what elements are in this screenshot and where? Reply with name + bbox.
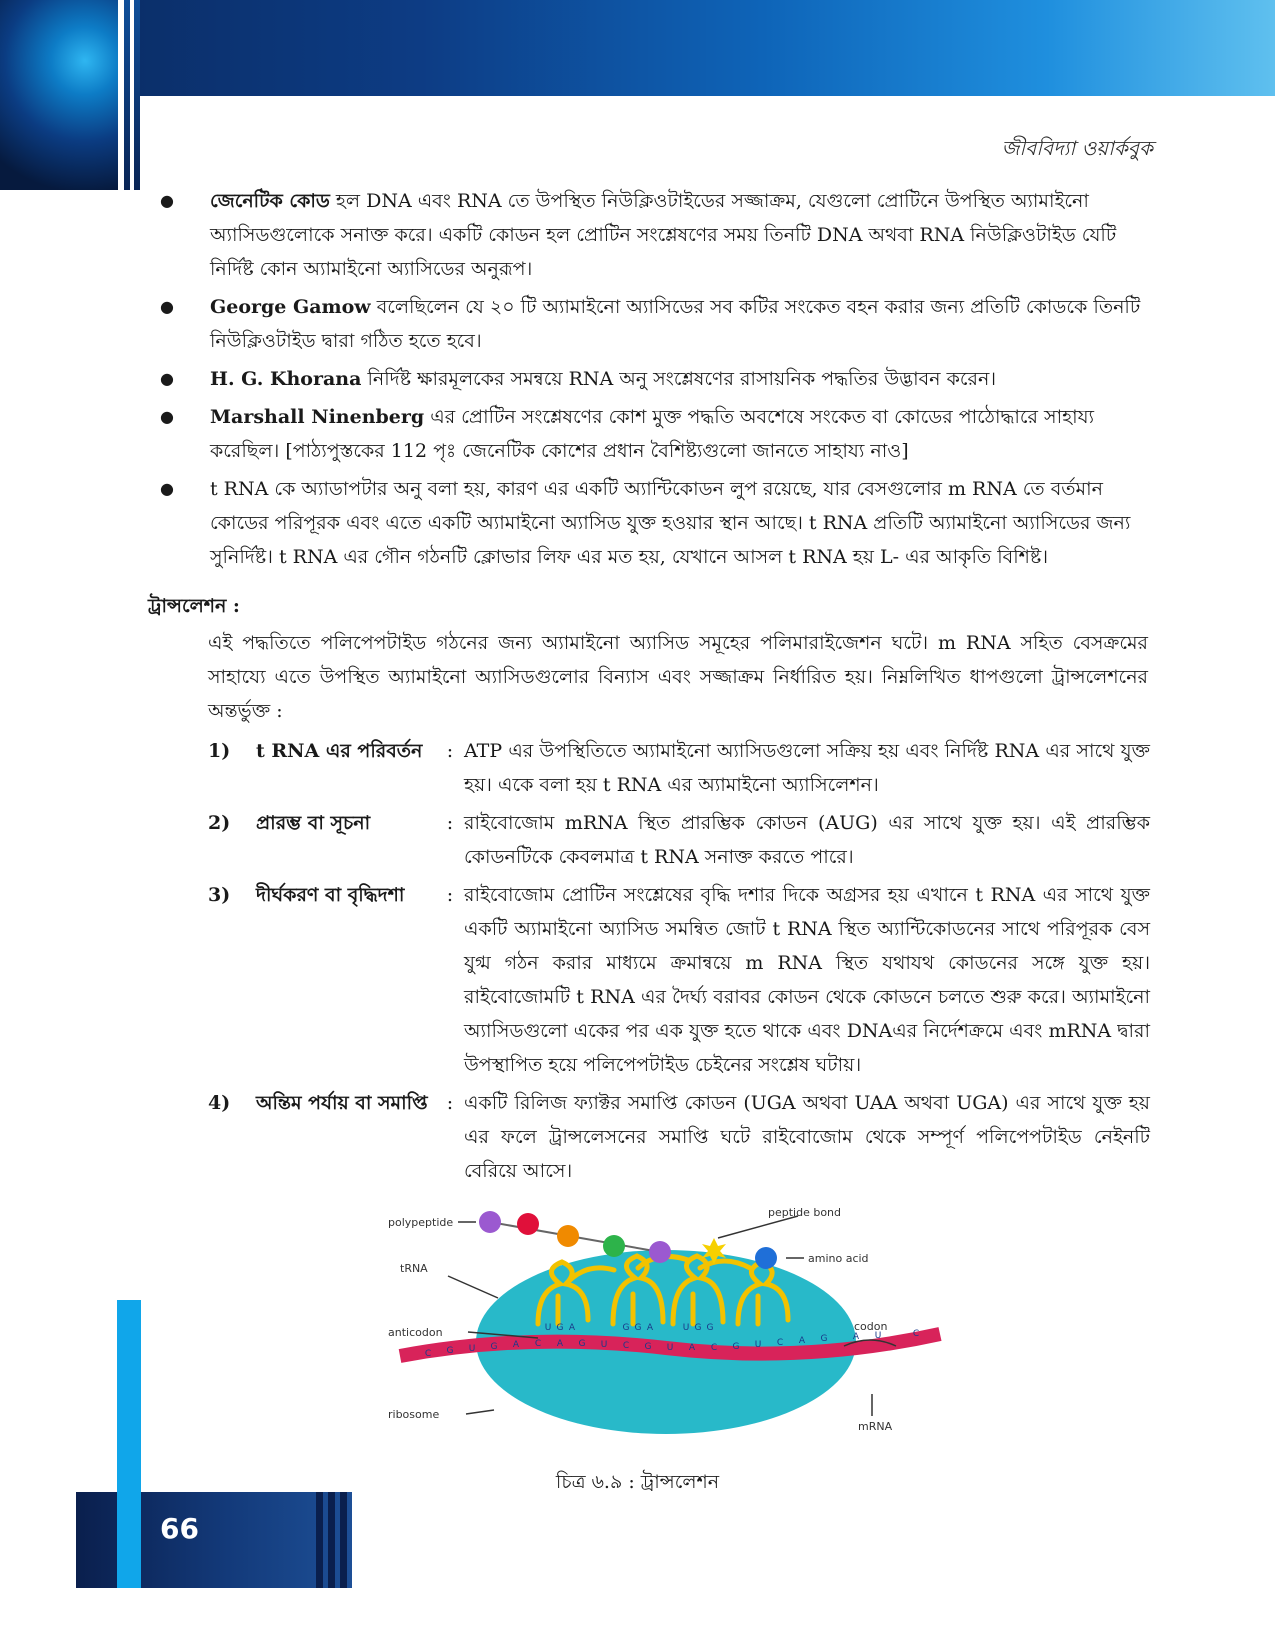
- header-corner-graphic: [0, 0, 118, 190]
- anticodon-base: G: [556, 1323, 564, 1333]
- figure-caption: চিত্র ৬.৯ : ট্রান্সলেশন: [555, 1471, 720, 1493]
- step-text: ATP এর উপস্থিতিতে অ্যামাইনো অ্যাসিডগুলো সক্রিয় হয় এবং নির্দিষ্ট RNA এর সাথে যুক্ত হয়। একে বলা হয় t RNA এর অ্যামাইনো অ্যাসিলেশন।: [464, 740, 1150, 796]
- chain-bead: [479, 1211, 501, 1233]
- step-colon: :: [446, 884, 454, 906]
- step-number: 3): [208, 884, 231, 906]
- bullet-item: [160, 472, 1150, 574]
- chain-bead: [557, 1225, 579, 1247]
- footer-stripe: [316, 1492, 323, 1588]
- mrna-base: G: [644, 1342, 652, 1352]
- mrna-base: G: [732, 1342, 740, 1352]
- amino-acid-bead: [755, 1247, 777, 1269]
- mrna-base: G: [446, 1346, 454, 1356]
- header-stripe: [134, 0, 140, 190]
- step-item: [208, 1086, 1150, 1188]
- step-colon: :: [446, 812, 454, 834]
- bullet-text: বলেছিলেন যে ২০ টি অ্যামাইনো অ্যাসিডের সব কটির সংকেত বহন করার জন্য প্রতিটি কোডকে তিনটি নিউক্লিওটাইড দ্বারা গঠিত হতে হবে।: [210, 296, 1141, 352]
- anticodon-base: A: [568, 1323, 576, 1333]
- mrna-base: A: [512, 1340, 520, 1350]
- label-codon: codon: [854, 1320, 888, 1333]
- step-label: দীর্ঘকরণ বা বৃদ্ধিদশা: [256, 884, 405, 906]
- mrna-base: C: [534, 1339, 542, 1349]
- label-anticodon: anticodon: [388, 1326, 443, 1339]
- label-mrna: mRNA: [858, 1420, 893, 1433]
- step-label: অন্তিম পর্যায় বা সমাপ্তি: [256, 1092, 428, 1114]
- chain-bead: [517, 1213, 539, 1235]
- steps-list: [208, 734, 1150, 1192]
- step-text: রাইবোজোম প্রোটিন সংশ্লেষের বৃদ্ধি দশার দিকে অগ্রসর হয় এখানে t RNA এর সাথে যুক্ত একটি অ্যামাইনো অ্যাসিড সমন্বিত জোট t RNA স্থিত অ্যান্টিকোডনের সাথে পরিপূরক বেস যুগ্ম গঠন করার মাধ্যমে ক্রমান্বয়ে m RNA স্থিত যথাযথ কোডনের সঙ্গে যুক্ত হয়। রাইবোজোমটি t RNA এর দৈর্ঘ্য বরাবর কোডন থেকে কোডনে চলতে শুরু করে। অ্যামাইনো অ্যাসিডগুলো একের পর এক যুক্ত হতে থাকে এবং DNAএর নির্দেশক্রমে এবং mRNA দ্বারা উপস্থাপিত হয়ে পলিপেপটাইড চেইনের সংশ্লেষ ঘটায়।: [464, 884, 1150, 1076]
- chain-bead: [603, 1235, 625, 1257]
- footer-stripe: [340, 1492, 347, 1588]
- step-label: প্রারম্ভ বা সূচনা: [256, 812, 371, 834]
- label-trna: tRNA: [400, 1262, 428, 1275]
- bullet-item: [160, 400, 1150, 468]
- mrna-base: G: [578, 1339, 586, 1349]
- bullet-text: হল DNA এবং RNA তে উপস্থিত নিউক্লিওটাইডের সজ্জাক্রম, যেগুলো প্রোটিনে উপস্থিত অ্যামাইনো অ্যাসিডগুলোকে সনাক্ত করে। একটি কোডন হল প্রোটিন সংশ্লেষণের সময় তিনটি DNA অথবা RNA নিউক্লিওটাইড যেটি নির্দিষ্ট কোন অ্যামাইনো অ্যাসিডের অনুরূপ।: [210, 190, 1117, 280]
- footer-cyan-stripe: [117, 1300, 141, 1588]
- step-item: [208, 806, 1150, 874]
- label-peptide-bond: peptide bond: [768, 1206, 842, 1219]
- step-text: একটি রিলিজ ফ্যাক্টর সমাপ্তি কোডন (UGA অথবা UAA অথবা UGA) এর সাথে যুক্ত হয় এর ফলে ট্রান্সলেসনের সমাপ্তি ঘটে রাইবোজোম থেকে সম্পূর্ণ পলিপেপটাইড নেইনটি বেরিয়ে আসে।: [464, 1092, 1150, 1182]
- mrna-base: G: [820, 1334, 828, 1344]
- mrna-base: A: [556, 1339, 564, 1349]
- mrna-base: A: [852, 1332, 860, 1342]
- step-text: রাইবোজোম mRNA স্থিত প্রারম্ভিক কোডন (AUG) এর সাথে যুক্ত হয়। এই প্রারম্ভিক কোডনটিকে কেবলমাত্র t RNA সনাক্ত করতে পারে।: [464, 812, 1150, 868]
- step-number: 2): [208, 812, 231, 834]
- header-band: [136, 0, 1275, 96]
- step-label: t RNA এর পরিবর্তন: [256, 740, 423, 762]
- mrna-base: U: [600, 1340, 608, 1350]
- footer-stripe: [328, 1492, 335, 1588]
- bullet-item: [160, 184, 1150, 286]
- label-ribosome: ribosome: [388, 1408, 440, 1421]
- anticodon-base: G: [694, 1323, 702, 1333]
- bullet-bold-lead: H. G. Khorana: [210, 368, 362, 390]
- mrna-base: A: [688, 1343, 696, 1353]
- mrna-base: U: [874, 1331, 882, 1341]
- anticodon-base: G: [706, 1323, 714, 1333]
- anticodon-base: U: [544, 1323, 552, 1333]
- section-heading: ট্রান্সলেশন :: [148, 595, 240, 617]
- anticodon-base: A: [646, 1323, 654, 1333]
- mrna-base: C: [912, 1329, 920, 1339]
- step-item: [208, 878, 1150, 1082]
- anticodon-base: G: [622, 1323, 630, 1333]
- label-polypeptide: polypeptide: [388, 1216, 454, 1229]
- bullet-text: এর প্রোটিন সংশ্লেষণের কোশ মুক্ত পদ্ধতি অবশেষে সংকেত বা কোডের পাঠোদ্ধারে সাহায্য করেছিল। [পাঠ্যপুস্তকের 112 পৃঃ জেনেটিক কোশের প্রধান বৈশিষ্ট্যগুলো জানতে সাহায্য নাও]: [210, 406, 1095, 462]
- bullet-text: নির্দিষ্ট ক্ষারমূলকের সমন্বয়ে RNA অনু সংশ্লেষণের রাসায়নিক পদ্ধতির উদ্ভাবন করেন।: [361, 368, 997, 390]
- mrna-base: U: [666, 1343, 674, 1353]
- page-number: 66: [160, 1512, 199, 1545]
- anticodon-base: G: [634, 1323, 642, 1333]
- mrna-base: U: [468, 1344, 476, 1354]
- bullet-item: [160, 362, 1150, 396]
- mrna-base: A: [798, 1336, 806, 1346]
- mrna-base: C: [776, 1338, 784, 1348]
- bullet-list: [160, 184, 1150, 578]
- step-item: [208, 734, 1150, 802]
- bullet-bold-lead: জেনেটিক কোড: [210, 190, 330, 212]
- step-colon: :: [446, 740, 454, 762]
- translation-diagram: [388, 1206, 948, 1452]
- mrna-base: C: [710, 1343, 718, 1353]
- header-stripe: [124, 0, 130, 190]
- section-intro: এই পদ্ধতিতে পলিপেপটাইড গঠনের জন্য অ্যামাইনো অ্যাসিড সমূহের পলিমারাইজেশন ঘটে। m RNA সহিত বেসক্রমের সাহায্যে এতে উপস্থিত অ্যামাইনো অ্যাসিডগুলোর বিন্যাস এবং সজ্জাক্রম নির্ধারিত হয়। নিম্নলিখিত ধাপগুলো ট্রান্সলেশনের অন্তর্ভুক্ত :: [208, 632, 1148, 722]
- bullet-item: [160, 290, 1150, 358]
- bullet-text: t RNA কে অ্যাডাপটার অনু বলা হয়, কারণ এর একটি অ্যান্টিকোডন লুপ রয়েছে, যার বেসগুলোর m RNA তে বর্তমান কোডের পরিপূরক এবং এতে একটি অ্যামাইনো অ্যাসিড যুক্ত হওয়ার স্থান আছে। t RNA প্রতিটি অ্যামাইনো অ্যাসিডের জন্য সুনির্দিষ্ট। t RNA এর গৌন গঠনটি ক্লোভার লিফ এর মত হয়, যেখানে আসল t RNA হয় L- এর আকৃতি বিশিষ্ট।: [210, 478, 1131, 568]
- translation-figure: [388, 1206, 948, 1452]
- anticodon-base: U: [682, 1323, 690, 1333]
- mrna-base: G: [490, 1342, 498, 1352]
- step-number: 4): [208, 1092, 231, 1114]
- mrna-base: U: [754, 1340, 762, 1350]
- step-number: 1): [208, 740, 231, 762]
- bullet-bold-lead: George Gamow: [210, 296, 371, 318]
- step-colon: :: [446, 1092, 454, 1114]
- chain-bead: [649, 1241, 671, 1263]
- running-title: জীববিদ্যা ওয়ার্কবুক: [1001, 136, 1153, 160]
- label-amino-acid: amino acid: [808, 1252, 869, 1265]
- bullet-bold-lead: Marshall Ninenberg: [210, 406, 425, 428]
- mrna-base: C: [622, 1341, 630, 1351]
- mrna-base: C: [424, 1349, 432, 1359]
